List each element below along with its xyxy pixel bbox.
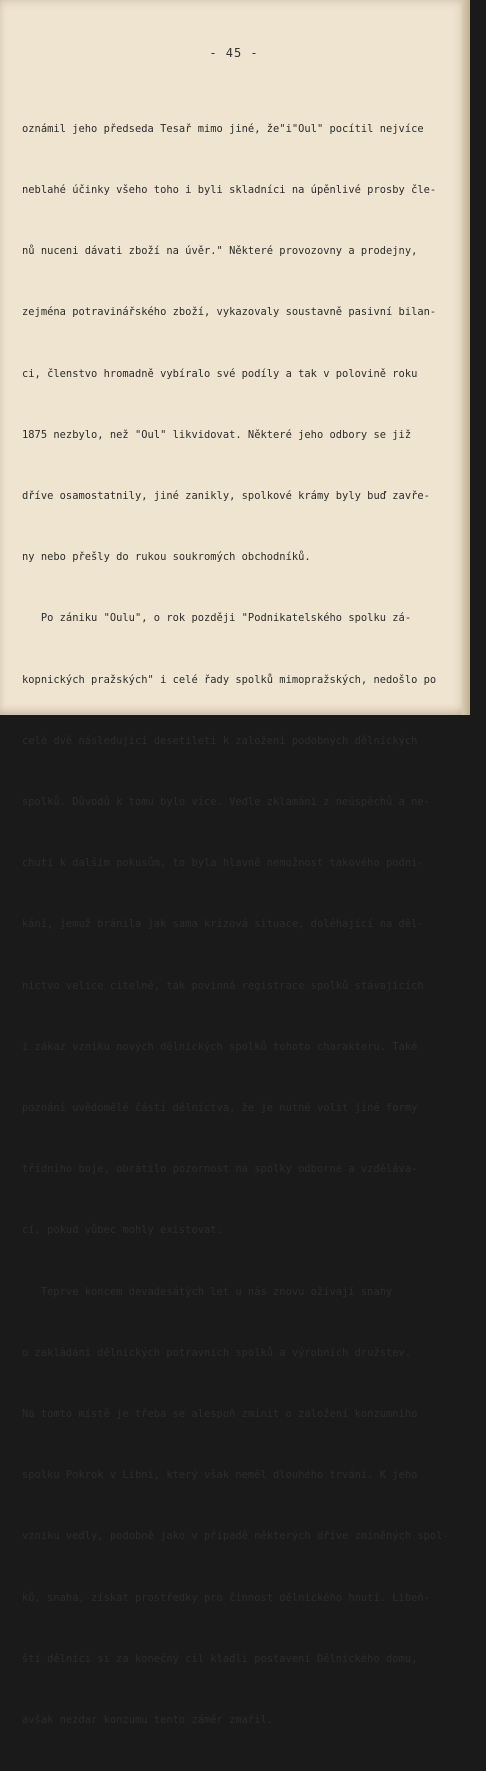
text-line: vzniku vedly, podobně jako v případě některých dříve zmíněných spol- bbox=[22, 1530, 449, 1543]
text-line: avšak nezdar konzumu tento záměr zmařil. bbox=[22, 1714, 274, 1727]
text-line: ští dělníci si za konečný cíl kladli postavení Dělnického domu, bbox=[22, 1652, 418, 1665]
text-line: Teprve koncem devadesátých let u nás znovu ožívají snahy bbox=[22, 1285, 393, 1298]
text-line: ků, snaha, získat prostředky pro činnost dělnického hnutí. Libeň- bbox=[22, 1591, 430, 1604]
text-line: kání, jemuž bránila jak sama krizová situace, doléhající na děl- bbox=[22, 918, 424, 931]
text-line: chuti k dalším pokusům, to byla hlavně nemožnost takového podni- bbox=[22, 857, 424, 870]
text-line: Na tomto místě je třeba se alespoň zmínit o založení konzumního bbox=[22, 1408, 418, 1421]
text-line: dříve osamostatnily, jiné zanikly, spolkové krámy byly buď zavře- bbox=[22, 490, 430, 503]
text-line: oznámil jeho předseda Tesař mimo jiné, že"i"Oul" pocítil nejvíce bbox=[22, 122, 424, 135]
text-line: i zákaz vzniku nových dělnických spolků tohoto charakteru. Také bbox=[22, 1040, 418, 1053]
text-line: poznání uvědomělé části dělnictva, že je nutné volit jiné formy bbox=[22, 1102, 418, 1115]
text-line: neblahé účinky všeho toho i byli skladníci na úpěnlivé prosby čle- bbox=[22, 184, 437, 197]
text-line: třídního boje, obrátilo pozornost na spolky odborné a vzděláva- bbox=[22, 1163, 418, 1176]
text-line: nů nuceni dávati zboží na úvěr." Některé provozovny a prodejny, bbox=[22, 245, 418, 258]
text-line: ny nebo přešly do rukou soukromých obchodníků. bbox=[22, 551, 311, 564]
text-line: cí, pokud vůbec mohly existovat. bbox=[22, 1224, 223, 1237]
page-edge bbox=[462, 0, 470, 715]
text-line: 1875 nezbylo, než "Oul" likvidovat. Některé jeho odbory se již bbox=[22, 428, 412, 441]
text-line: spolku Pokrok v Libni, který však neměl dlouhého trvání. K jeho bbox=[22, 1469, 418, 1482]
page-number: - 45 - bbox=[209, 46, 259, 60]
body-text bbox=[22, 78, 449, 1771]
text-line: celé dvě následující desetiletí k založení podobných dělnických bbox=[22, 734, 418, 747]
text-line: zejména potravinářského zboží, vykazovaly soustavně pasivní bilan- bbox=[22, 306, 437, 319]
text-line: kopnických pražských" i celé řady spolků mimopražských, nedošlo po bbox=[22, 673, 437, 686]
text-line: spolků. Důvodů k tomu bylo více. Vedle zklamání z neúspěchů a ne- bbox=[22, 796, 430, 809]
text-line: ci, členstvo hromadně vybíralo své podíly a tak v polovině roku bbox=[22, 367, 418, 380]
text-line: Po zániku "Oulu", o rok později "Podnikatelského spolku zá- bbox=[22, 612, 412, 625]
text-line: o zakládání dělnických potravních spolků a výrobních družstev. bbox=[22, 1346, 412, 1359]
text-line: nictvo velice citelně, tak povinná registrace spolků stávajících bbox=[22, 979, 424, 992]
